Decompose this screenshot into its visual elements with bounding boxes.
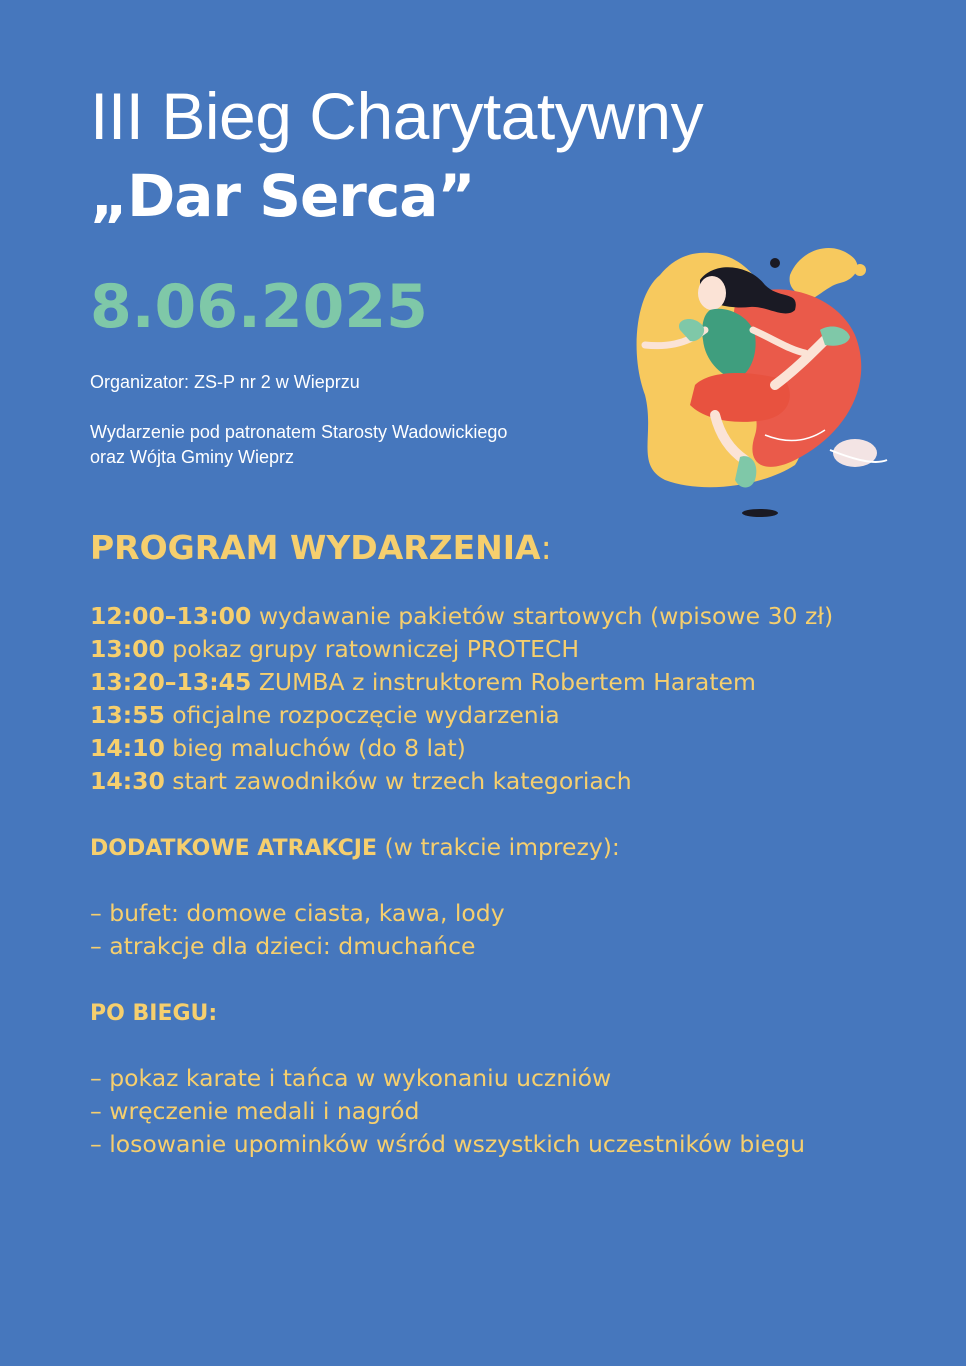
list-item: – losowanie upominków wśród wszystkich uczestników biegu (90, 1130, 806, 1158)
schedule-item (90, 666, 833, 699)
schedule-time: 13:00 (90, 635, 165, 663)
after-run-list (90, 1062, 805, 1161)
event-date: 8.06.2025 (90, 272, 428, 342)
extras-heading (90, 831, 620, 865)
organizer-text: Organizator: ZS-P nr 2 w Wieprzu (90, 372, 360, 392)
list-item: – bufet: domowe ciasta, kawa, lody (90, 899, 505, 927)
event-title-line1: III Bieg Charytatywny (90, 79, 704, 153)
schedule-text: ZUMBA z instruktorem Robertem Haratem (251, 668, 756, 696)
program-schedule (90, 600, 833, 798)
extras-list (90, 897, 505, 963)
schedule-text: start zawodników w trzech kategoriach (164, 767, 632, 795)
list-item: – wręczenie medali i nagród (90, 1097, 420, 1125)
schedule-item (90, 633, 833, 666)
schedule-text: bieg maluchów (do 8 lat) (164, 734, 466, 762)
patronage-text (90, 420, 507, 470)
schedule-item (90, 699, 833, 732)
patronage-line1: Wydarzenie pod patronatem Starosty Wadowickiego (90, 422, 508, 442)
after-run-heading (90, 996, 217, 1030)
after-run-heading-label: PO BIEGU: (90, 1001, 218, 1026)
extras-heading-label: DODATKOWE ATRAKCJE (90, 836, 377, 861)
schedule-item (90, 732, 833, 765)
schedule-text: oficjalne rozpoczęcie wydarzenia (164, 701, 560, 729)
extras-heading-note: (w trakcie imprezy): (376, 833, 620, 861)
schedule-time: 12:00–13:00 (90, 602, 252, 630)
program-heading-colon: : (540, 528, 552, 567)
schedule-text: pokaz grupy ratowniczej PROTECH (164, 635, 580, 663)
patronage-line2: oraz Wójta Gminy Wieprz (90, 447, 295, 467)
schedule-time: 13:20–13:45 (90, 668, 252, 696)
schedule-item (90, 600, 833, 633)
program-heading-label: PROGRAM WYDARZENIA (90, 528, 541, 567)
list-item: – pokaz karate i tańca w wykonaniu uczniów (90, 1064, 612, 1092)
event-title-name: „Dar Serca” (90, 162, 475, 230)
program-heading (90, 528, 552, 567)
runner-illustration (615, 235, 900, 525)
schedule-time: 14:10 (90, 734, 165, 762)
list-item: – atrakcje dla dzieci: dmuchańce (90, 932, 476, 960)
schedule-time: 14:30 (90, 767, 165, 795)
schedule-time: 13:55 (90, 701, 165, 729)
schedule-text: wydawanie pakietów startowych (wpisowe 30 zł) (251, 602, 834, 630)
schedule-item (90, 765, 833, 798)
